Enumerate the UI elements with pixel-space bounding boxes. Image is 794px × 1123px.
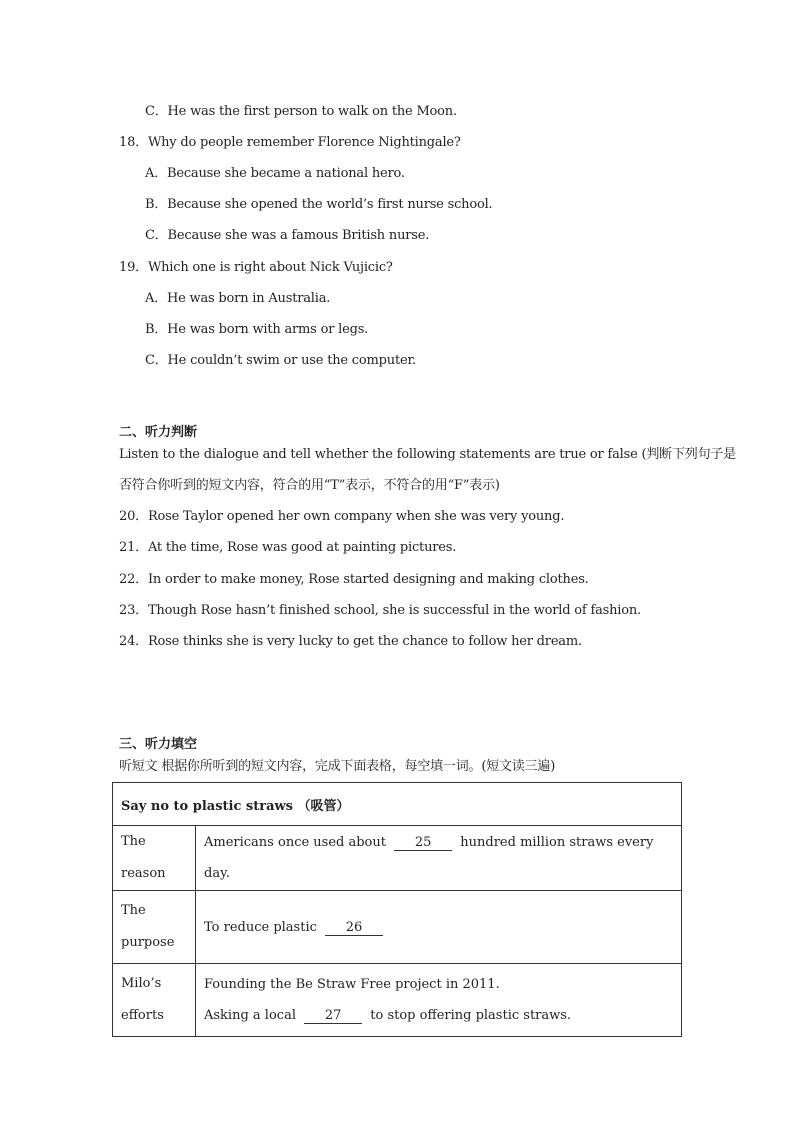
table-row: [113, 964, 682, 1037]
efforts-line2: [204, 1000, 673, 1031]
row-content-reason: [196, 826, 682, 891]
fill-in-table: [112, 782, 682, 1037]
row-label-reason: The reason: [113, 826, 196, 891]
efforts-label-line2: efforts: [121, 1008, 164, 1023]
q18-option-b: B．Because she opened the world’s first nurse school.: [145, 197, 493, 212]
q17-option-c: C．He was the first person to walk on the Moon.: [145, 104, 457, 119]
q19-option-c: C．He couldn’t swim or use the computer.: [145, 353, 416, 368]
row-content-efforts: [196, 964, 682, 1037]
q19-option-a: A．He was born in Australia.: [145, 291, 331, 306]
table-row: [113, 826, 682, 891]
blank-26[interactable]: 26: [325, 921, 383, 936]
statement-24: 24．Rose thinks she is very lucky to get the chance to follow her dream.: [119, 634, 582, 649]
table-title: Say no to plastic straws （吸管）: [113, 783, 682, 826]
reason-text-after: hundred million straws every day.: [204, 835, 654, 881]
section2-heading: 二、听力判断: [119, 425, 198, 440]
row-content-purpose: [196, 891, 682, 964]
q19-option-b: B．He was born with arms or legs.: [145, 322, 369, 337]
section3-heading: 三、听力填空: [119, 737, 198, 752]
statement-21: 21．At the time, Rose was good at painting pictures.: [119, 540, 457, 555]
table-row: [113, 891, 682, 964]
efforts-line1: Founding the Be Straw Free project in 2011.: [204, 977, 500, 992]
section2-instruction-line1: Listen to the dialogue and tell whether the following statements are true or false (判断下列句子是: [119, 447, 736, 462]
q18-question: 18．Why do people remember Florence Nightingale?: [119, 135, 461, 150]
q18-option-c: C．Because she was a famous British nurse.: [145, 228, 430, 243]
q18-option-a: A．Because she became a national hero.: [145, 166, 405, 181]
row-label-efforts: [113, 964, 196, 1037]
efforts-text-before: Asking a local: [204, 1008, 296, 1023]
reason-text-before: Americans once used about: [204, 835, 386, 850]
section2-instruction-line2: 否符合你听到的短文内容，符合的用“T”表示，不符合的用“F”表示): [119, 478, 500, 493]
purpose-text-before: To reduce plastic: [204, 919, 317, 935]
section3-instruction: 听短文 根据你所听到的短文内容，完成下面表格，每空填一词。(短文读三遍): [119, 759, 556, 774]
efforts-text-after: to stop offering plastic straws.: [370, 1008, 572, 1023]
statement-20: 20．Rose Taylor opened her own company when she was very young.: [119, 509, 565, 524]
statement-22: 22．In order to make money, Rose started designing and making clothes.: [119, 572, 589, 587]
statement-23: 23．Though Rose hasn’t finished school, she is successful in the world of fashion.: [119, 603, 641, 618]
blank-25[interactable]: 25: [394, 836, 452, 851]
purpose-label-line1: The: [121, 903, 146, 918]
purpose-label-line2: purpose: [121, 935, 175, 950]
efforts-label-line1: Milo’s: [121, 976, 162, 991]
row-label-purpose: [113, 891, 196, 964]
blank-27[interactable]: 27: [304, 1009, 362, 1024]
q19-question: 19．Which one is right about Nick Vujicic?: [119, 260, 393, 275]
